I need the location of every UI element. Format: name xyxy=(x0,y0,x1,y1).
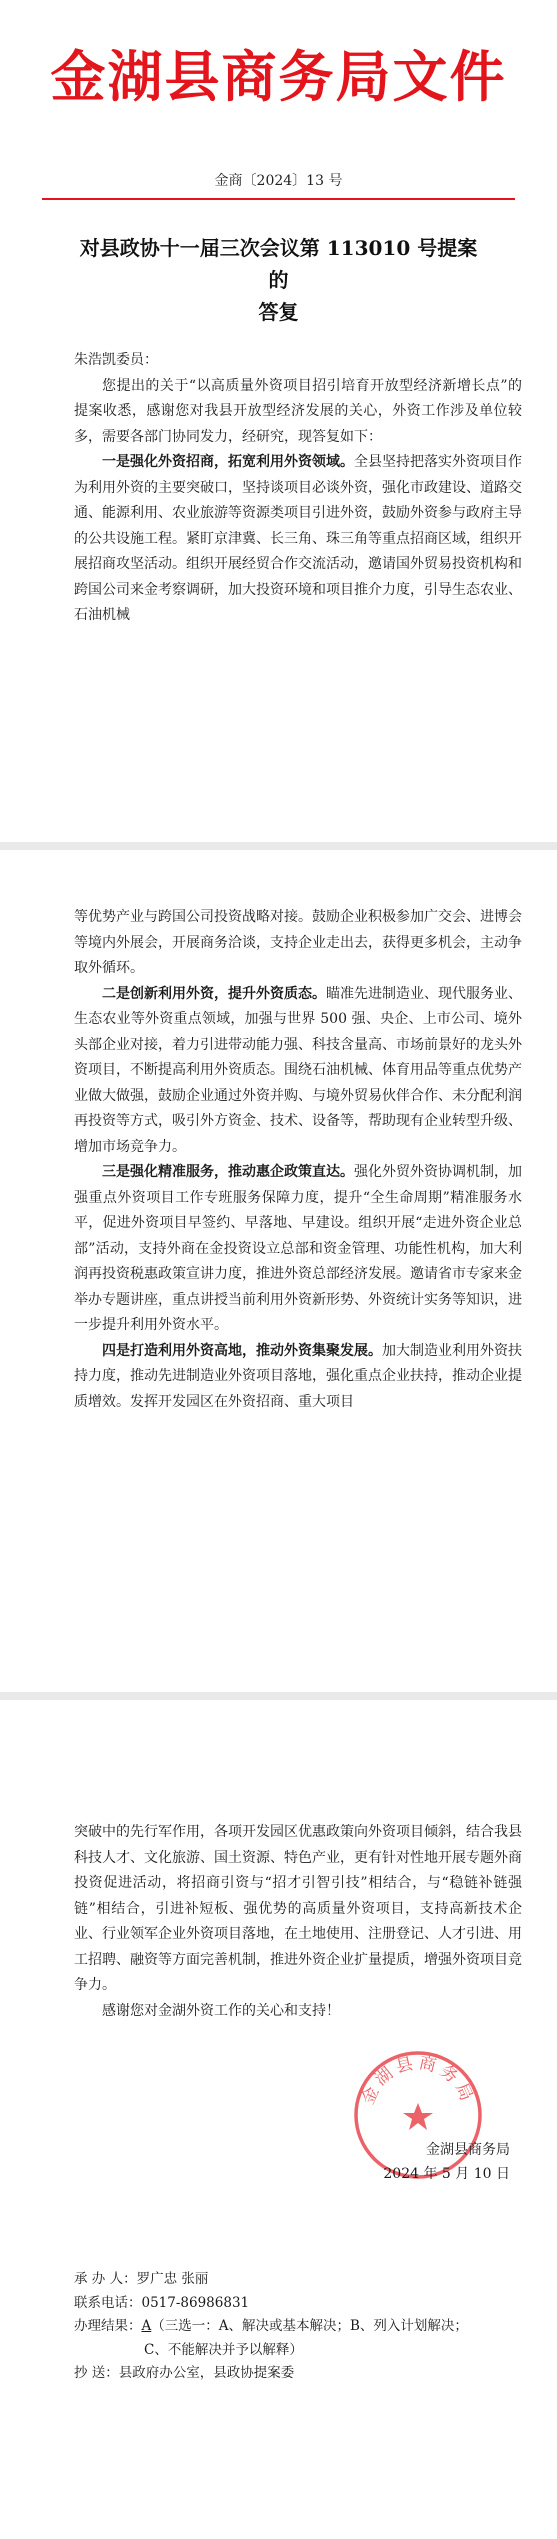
section-1-paragraph xyxy=(74,450,522,629)
document-number: 金商〔2024〕13 号 xyxy=(214,173,343,189)
seal-star-icon xyxy=(403,2103,433,2130)
result-options-2: C、不能解决并予以解释） xyxy=(144,2341,303,2358)
section-4-continued: 突破中的先行军作用，各项开发园区优惠政策向外资项目倾斜，结合我县科技人才、文化旅游、国土资源、特色产业，更有针对性地开展专题外商投资促进活动，将招商引资与“招才引智引技”相结合，与“稳链补链强链”相结合，引进补短板、强优势的高质量外资项目，支持高新技术企业、行业领军企业外资项目落地，在土地使用、注册登记、人才引进、用工招聘、融资等方面完善机制，推进外资企业扩量提质，增强外资项目竞争力。 xyxy=(74,1824,522,1993)
red-divider xyxy=(42,198,515,200)
document-page-1 xyxy=(0,0,557,842)
phone-label: 联系电话： xyxy=(74,2294,142,2311)
svg-text:金湖县商务局 xyxy=(358,2053,478,2107)
contact-label: 承 办 人： xyxy=(74,2271,137,2287)
section-2-paragraph xyxy=(74,982,522,1161)
page2-body xyxy=(74,905,522,1415)
document-page-3 xyxy=(0,1700,557,2539)
section-1-text: 全县坚持把落实外资项目作为利用外资的主要突破口，坚持谈项目必谈外资，强化市政建设、道路交通、能源利用、农业旅游等资源类项目引进外资，鼓励外资参与政府主导的公共设施工程。紧盯京津冀、长三角、珠三角等重点招商区域，组织开展招商攻坚活动。组织开展经贸合作交流活动，邀请国外贸易投资机构和跨国公司来金考察调研，加大投资环境和项目推介力度，引导生态农业、石油机械 xyxy=(74,454,522,623)
result-label: 办理结果： xyxy=(74,2318,142,2334)
document-page-2 xyxy=(0,850,557,1692)
cc-value: 县政府办公室，县政协提案委 xyxy=(118,2365,295,2381)
salutation: 朱浩凯委员： xyxy=(74,352,158,368)
result-options-1: （三选一：A、解决或基本解决；B、列入计划解决； xyxy=(151,2318,468,2334)
cc-row xyxy=(74,2362,544,2386)
section-1-heading: 一是强化外资招商，拓宽利用外资领域。 xyxy=(102,454,354,470)
page3-body xyxy=(74,1820,522,2024)
signature-block xyxy=(360,2138,510,2186)
phone-value: 0517-86986831 xyxy=(141,2294,250,2311)
section-4-text: 加大制造业利用外资扶持力度，推动先进制造业外资项目落地，强化重点企业扶持，推动企业提质增效。发挥开发园区在外资招商、重大项目 xyxy=(74,1342,522,1410)
section-4-paragraph xyxy=(74,1339,522,1416)
section-1-continued: 等优势产业与跨国公司投资战略对接。鼓励企业积极参加广交会、进博会等境内外展会，开展商务洽谈，支持企业走出去，获得更多机会，主动争取外循环。 xyxy=(74,909,522,976)
document-title xyxy=(70,232,487,328)
sign-date: 2024 年 5 月 10 日 xyxy=(383,2166,510,2182)
document-footer xyxy=(74,2268,544,2386)
section-4-heading: 四是打造利用外资高地，推动外资集聚发展。 xyxy=(102,1342,382,1359)
thanks-line: 感谢您对金湖外资工作的关心和支持！ xyxy=(102,2002,340,2019)
result-value: A xyxy=(141,2318,152,2334)
sign-org: 金湖县商务局 xyxy=(426,2142,510,2158)
phone-row xyxy=(74,2292,544,2316)
section-3-text: 强化外贸外资协调机制，加强重点外资项目工作专班服务保障力度，提升“全生命周期”精准服务水平，促进外资项目早签约、早落地、早建设。组织开展“走进外资企业总部”活动，支持外商在金投资设立总部和资金管理、功能性机构，加大利润再投资税惠政策宣讲力度，推进外资总部经济发展。邀请省市专家来金举办专题讲座，重点讲授当前利用外资新形势、外资统计实务等知识，进一步提升利用外资水平。 xyxy=(74,1164,522,1333)
section-2-heading: 二是创新利用外资，提升外资质态。 xyxy=(102,985,326,1002)
seal-text: 金湖县商务局 xyxy=(358,2053,478,2108)
title-line-2: 答复 xyxy=(258,300,299,324)
section-3-heading: 三是强化精准服务，推动惠企政策直达。 xyxy=(102,1164,354,1180)
intro-paragraph: 您提出的关于“以高质量外资项目招引培育开放型经济新增长点”的提案收悉，感谢您对我县开放型经济发展的关心，外资工作涉及单位较多，需要各部门协同发力，经研究，现答复如下： xyxy=(74,377,522,445)
section-2-text: 瞄准先进制造业、现代服务业、生态农业等外资重点领域，加强与世界 500 强、央企、上市公司、境外头部企业对接，着力引进带动能力强、科技含量高、市场前景好的龙头外资项目，不断提高利用外资质态。围绕石油机械、体育用品等重点优势产业做大做强，鼓励企业通过外资并购、与境外贸易伙伴合作、未分配利润再投资等方式，吸引外方资金、技术、设备等，帮助现有企业转型升级、增加市场竞争力。 xyxy=(74,985,522,1155)
section-3-paragraph xyxy=(74,1160,522,1339)
title-line-1: 对县政协十一届三次会议第 113010 号提案的 xyxy=(79,236,478,292)
result-row xyxy=(74,2315,544,2339)
cc-label: 抄 送： xyxy=(74,2365,119,2381)
contact-value: 罗广忠 张丽 xyxy=(136,2271,209,2287)
contact-row xyxy=(74,2268,544,2292)
page1-body xyxy=(74,348,522,629)
result-options-row xyxy=(74,2339,544,2363)
org-header-title: 金湖县商务局文件 xyxy=(50,44,507,109)
